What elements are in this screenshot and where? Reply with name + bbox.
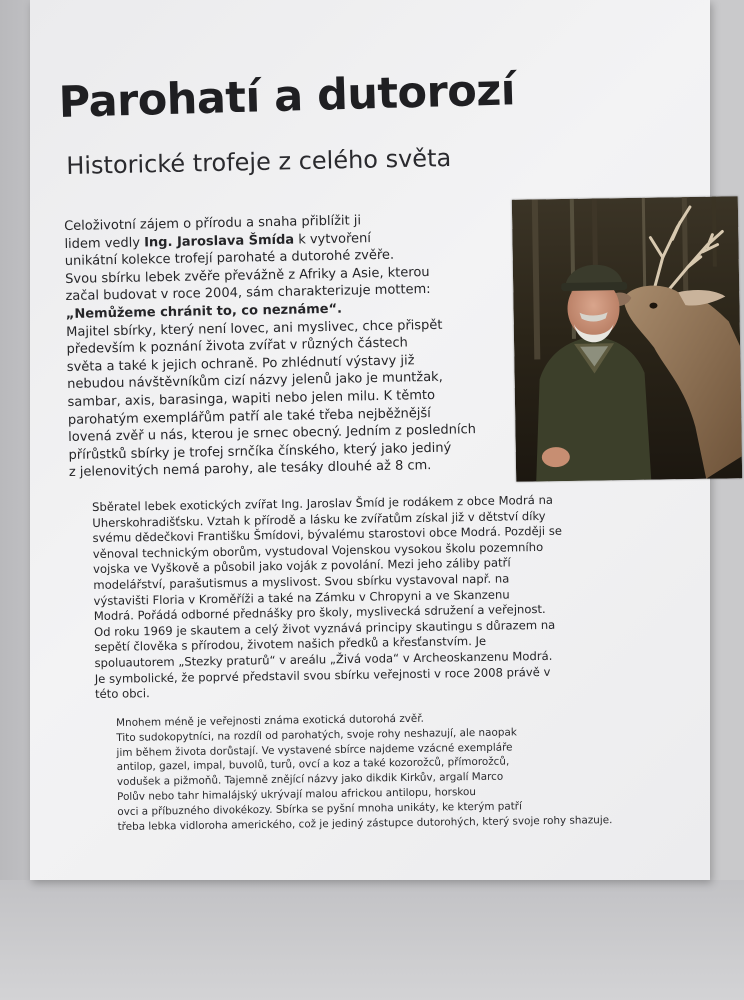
intro-line: přírůstků sbírky je trofej srnčíka čínského, který jako jediný	[68, 440, 452, 463]
floor-background	[0, 880, 744, 1000]
horned-animals-line: Polův nebo tahr himalájský ukrývají malou africkou antilopu, horskou	[117, 785, 477, 803]
biography-line: sepětí člověka s přírodou, životem našich předků a křesťanstvím. Je	[94, 634, 487, 655]
intro-line: Majitel sbírky, který není lovec, ani myslivec, chce přispět	[66, 317, 443, 340]
biography-line: Od roku 1969 je skautem a celý život vyznává principy skautingu s důrazem na	[93, 617, 556, 639]
horned-animals-line: Tito sudokopytníci, na rozdíl od parohatých, svoje rohy neshazují, ale naopak	[116, 726, 517, 744]
biography-line: věnoval technickým oborům, vystudoval Vojenskou vysokou školu pozemního	[92, 539, 544, 561]
intro-text: k vytvoření	[293, 230, 372, 248]
biography-line: této obci.	[94, 686, 150, 702]
horned-animals-line: ovci a příbuzného divokékozy. Sbírka se pyšní mnoha unikáty, ke kterým patří	[117, 800, 523, 818]
biography-line: výstavišti Floria v Kroměříži a také na Zámku v Chropyni a ve Skanzenu	[93, 587, 510, 608]
horned-animals-line: třeba lebka vidloroha amerického, což je jediný zástupce dutorohých, který svoje rohy shazuje.	[117, 813, 613, 833]
intro-line: začal budovat v roce 2004, sám charakterizuje mottem:	[65, 282, 431, 305]
intro-line: Celoživotní zájem o přírodu a snaha přiblížit ji	[64, 213, 362, 234]
motto: „Nemůžeme chránit to, co neznáme“.	[65, 301, 343, 322]
horned-animals-paragraph	[116, 708, 698, 834]
portrait-with-deer-photo	[512, 196, 742, 482]
biography-line: spoluautorem „Stezky praturů“ v areálu „Živá voda“ v Archeoskanzenu Modrá.	[94, 648, 553, 670]
intro-line: světa a také k jejich ochraně. Po zhlédnutí výstavy již	[66, 353, 415, 375]
intro-line: z jelenovitých nemá parohy, ale tesáky dlouhé až 8 cm.	[68, 458, 432, 481]
intro-line: parohatým exemplářům patří ale také třeba nejběžnější	[67, 405, 431, 428]
biography-line: svému dědečkovi Františku Šmídovi, bývalému starostovi obce Modrá. Později se	[92, 523, 563, 546]
intro-line: Svou sbírku lebek zvěře převážně z Afriky a Asie, kterou	[65, 264, 430, 287]
biography-line: modelářství, parašutismus a myslivost. Svou sbírku vystavoval např. na	[93, 571, 510, 592]
biography-line: Modrá. Pořádá odborné přednášky pro školy, myslivecká sdružení a veřejnost.	[93, 602, 546, 624]
intro-line: sambar, axis, barasinga, wapiti nebo jelen milu. K těmto	[67, 387, 436, 410]
horned-animals-line: Mnohem méně je veřejnosti známa exotická dutorohá zvěř.	[116, 712, 424, 729]
panel-title: Parohatí a dutorozí	[58, 65, 516, 128]
collector-name: Ing. Jaroslava Šmída	[143, 232, 295, 251]
intro-line: především k poznání života zvířat v různých částech	[66, 335, 408, 358]
horned-animals-line: antilop, gazel, impal, buvolů, turů, ovcí a koz a také kozorožců, přímorožců,	[116, 755, 510, 774]
intro-line: unikátní kolekce trofejí parohaté a dutorohé zvěře.	[64, 247, 395, 270]
intro-line: lovená zvěř u nás, kterou je srnec obecný. Jedním z posledních	[68, 422, 477, 446]
biography-line: Je symbolické, že poprvé představil svou sbírku veřejnosti v roce 2008 právě v	[94, 664, 551, 686]
biography-line: Uherskohradišťsku. Vztah k přírodě a lásku ke zvířatům získal již v dětství díky	[92, 508, 546, 530]
panel-subtitle: Historické trofeje z celého světa	[66, 143, 452, 180]
intro-text: lidem vedly	[64, 235, 145, 252]
intro-paragraph	[64, 209, 524, 482]
biography-line: vojska ve Vyškově a působil jako voják z povolání. Mezi jeho záliby patří	[92, 555, 511, 577]
intro-line: nebudou návštěvníkům cizí názvy jelenů jako je muntžak,	[67, 370, 443, 393]
horned-animals-line: vodušek a pižmoňů. Tajemně znějící názvy jako dikdik Kirkův, argalí Marco	[116, 770, 504, 789]
biography-paragraph	[92, 491, 695, 703]
horned-animals-line: jim během života dorůstají. Ve vystavené sbírce najdeme vzácné exempláře	[116, 741, 513, 759]
biography-line: Sběratel lebek exotických zvířat Ing. Jaroslav Šmíd je rodákem z obce Modrá na	[92, 492, 554, 514]
